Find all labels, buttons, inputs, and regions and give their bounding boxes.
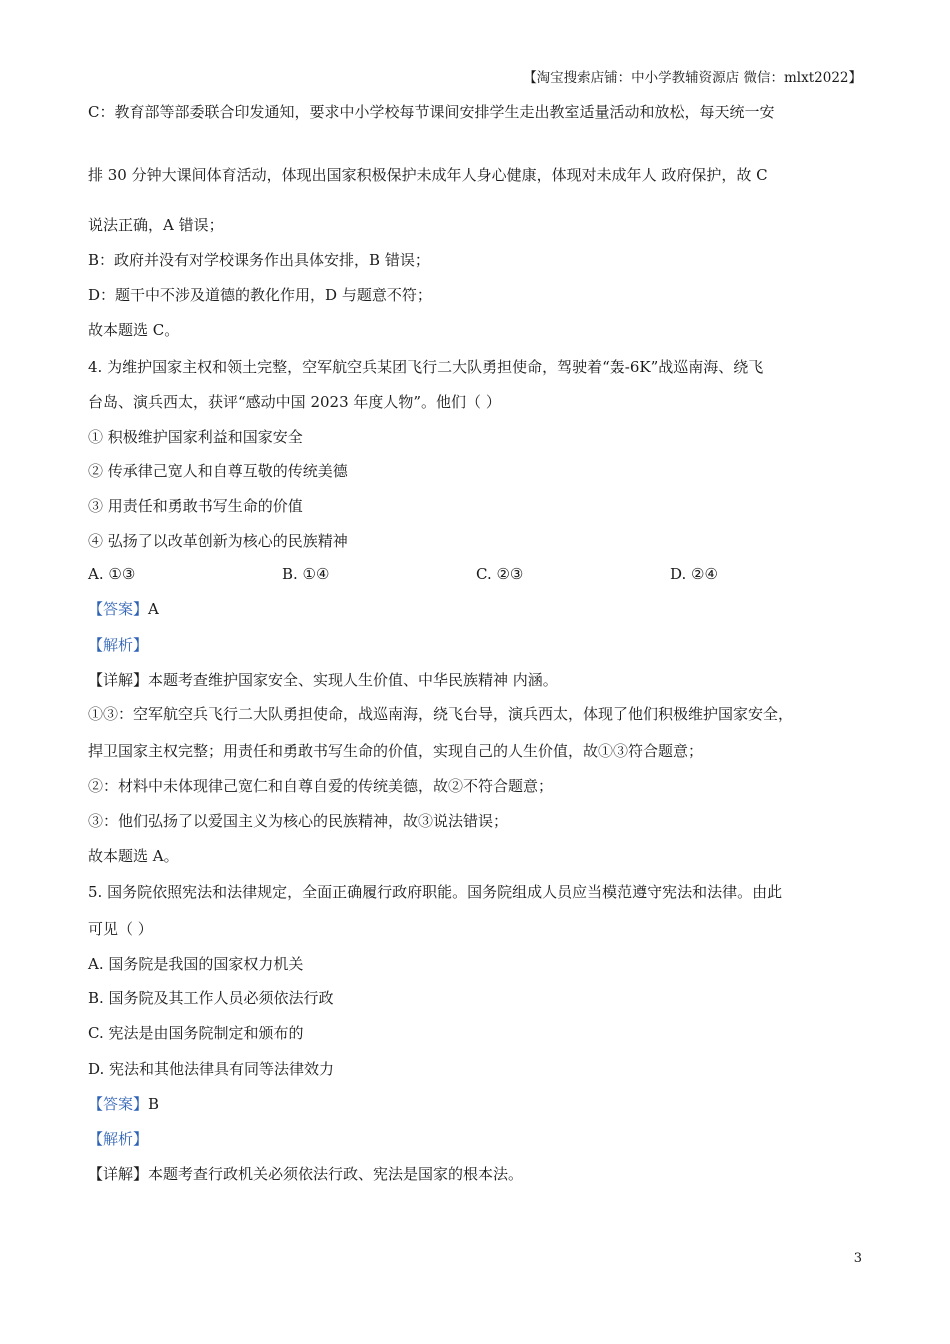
q5-analysis-tag: 【解析】 [88,1130,149,1148]
q5-answer-value: B [148,1095,160,1113]
q5-stem-line2: 可见（ ） [88,920,153,938]
q4-item-2: ② 传承律己宽人和自尊互敬的传统美德 [88,462,348,480]
q5-detail [88,1164,523,1184]
q5-option-d: D. 宪法和其他法律具有同等法律效力 [88,1060,335,1078]
q3-conclusion: 故本题选 C。 [88,321,180,339]
q4-detail-text: 本题考查维护国家安全、实现人生价值、中华民族精神 内涵。 [148,671,558,689]
q4-stem-line1: 4. 为维护国家主权和领土完整，空军航空兵某团飞行二大队勇担使命，驾驶着“轰-6K”战巡南海、绕飞 [88,358,764,376]
q5-detail-text: 本题考查行政机关必须依法行政、宪法是国家的根本法。 [148,1165,524,1183]
q4-detail [88,670,558,690]
q5-detail-tag: 【详解】 [88,1165,149,1183]
q4-answer [88,599,159,619]
q4-option-b: B. ①④ [282,565,330,583]
q4-explanation-3: ③：他们弘扬了以爱国主义为核心的民族精神，故③说法错误； [88,812,509,830]
q3-option-c-explanation-line2: 排 30 分钟大课间体育活动，体现出国家积极保护未成年人身心健康，体现对未成年人 政府保护，故 C [88,166,768,184]
q4-answer-value: A [148,600,159,618]
q4-explanation-2: ②：材料中未体现律己宽仁和自尊自爱的传统美德，故②不符合题意； [88,777,554,795]
q3-option-b-explanation: B：政府并没有对学校课务作出具体安排，B 错误； [88,251,430,269]
q4-answer-tag: 【答案】 [88,600,149,618]
q5-stem-line1: 5. 国务院依照宪法和法律规定，全面正确履行政府职能。国务院组成人员应当模范遵守宪法和法律。由此 [88,883,783,901]
q4-option-d: D. ②④ [670,565,718,583]
q4-item-3: ③ 用责任和勇敢书写生命的价值 [88,497,303,515]
q5-option-a: A. 国务院是我国的国家权力机关 [88,955,304,973]
q4-options-row [88,564,862,584]
q4-option-c: C. ②③ [476,565,524,583]
q3-option-d-explanation: D：题干中不涉及道德的教化作用，D 与题意不符； [88,286,432,304]
q5-answer [88,1094,159,1114]
q4-detail-tag: 【详解】 [88,671,149,689]
q4-stem-line2: 台岛、演兵西太，获评“感动中国 2023 年度人物”。他们（ ） [88,393,501,411]
q4-item-1: ① 积极维护国家利益和国家安全 [88,428,303,446]
q4-conclusion: 故本题选 A。 [88,847,179,865]
q5-option-b: B. 国务院及其工作人员必须依法行政 [88,989,334,1007]
q3-option-c-explanation-line3: 说法正确，A 错误； [88,216,224,234]
header-note: 【淘宝搜索店铺：中小学教辅资源店 微信：mlxt2022】 [523,70,862,86]
q3-option-c-explanation-line1: C：教育部等部委联合印发通知，要求中小学校每节课间安排学生走出教室适量活动和放松，每天统一安 [88,103,775,121]
q5-answer-tag: 【答案】 [88,1095,149,1113]
q4-option-a: A. ①③ [88,565,136,583]
q4-analysis-tag: 【解析】 [88,636,149,654]
q5-option-c: C. 宪法是由国务院制定和颁布的 [88,1024,304,1042]
q4-explanation-1-line1: ①③：空军航空兵飞行二大队勇担使命，战巡南海，绕飞台导，演兵西太，体现了他们积极维护国家安全， [88,705,794,723]
q4-item-4: ④ 弘扬了以改革创新为核心的民族精神 [88,532,348,550]
page-number: 3 [853,1251,862,1266]
q4-explanation-1-line2: 捍卫国家主权完整；用责任和勇敢书写生命的价值，实现自己的人生价值，故①③符合题意； [88,742,704,760]
